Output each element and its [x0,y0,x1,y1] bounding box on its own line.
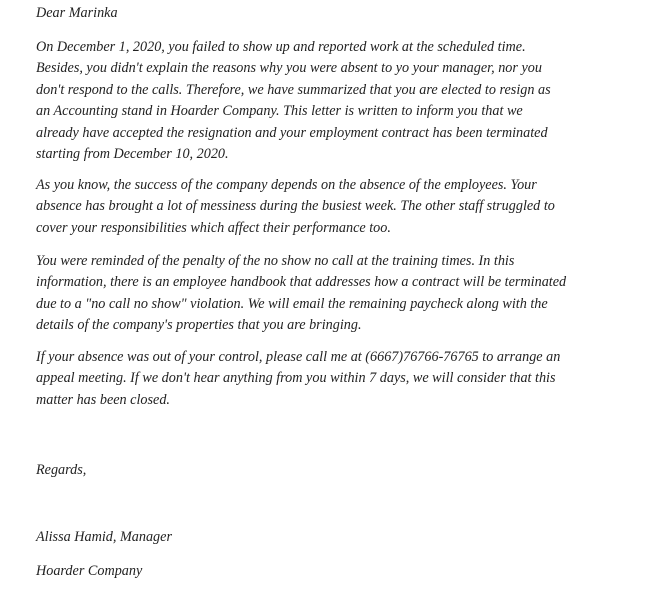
paragraph-line: details of the company's properties that you are bringing. [36,317,362,334]
paragraph-line: starting from December 10, 2020. [36,145,229,162]
paragraph-line: matter has been closed. [36,391,170,408]
paragraph-line: don't respond to the calls. Therefore, we have summarized that you are elected to resign as [36,81,551,98]
paragraph-line: an Accounting stand in Hoarder Company. This letter is written to inform you that we [36,103,523,120]
salutation: Dear Marinka [36,5,118,21]
company-name: Hoarder Company [36,563,143,579]
paragraph-line: cover your responsibilities which affect their performance too. [36,219,391,236]
closing: Regards, [36,462,87,478]
paragraph-line: As you know, the success of the company depends on the absence of the employees. Your [36,177,537,193]
paragraph-line: You were reminded of the penalty of the no show no call at the training times. In this [36,253,515,269]
paragraph-line: If your absence was out of your control, please call me at (6667)76766-76765 to arrange an [36,349,561,365]
paragraph-line: On December 1, 2020, you failed to show up and reported work at the scheduled time. [36,39,526,55]
paragraph-company-impact [36,175,555,239]
paragraph-line: due to a "no call no show" violation. We will email the remaining paycheck along with the [36,295,548,312]
paragraph-appeal-instructions [36,347,560,411]
paragraph-line: Besides, you didn't explain the reasons why you were absent to yo your manager, nor you [36,60,542,77]
paragraph-line: information, there is an employee handbook that addresses how a contract will be terminated [36,274,567,291]
paragraph-line: appeal meeting. If we don't hear anything from you within 7 days, we will consider that this [36,370,556,387]
signer-name: Alissa Hamid, Manager [36,529,172,545]
paragraph-penalty-reminder [36,251,566,337]
paragraph-line: absence has brought a lot of messiness during the busiest week. The other staff struggled to [36,198,555,215]
paragraph-line: already have accepted the resignation and your employment contract has been terminated [36,124,548,141]
paragraph-absence-notice [36,37,551,165]
